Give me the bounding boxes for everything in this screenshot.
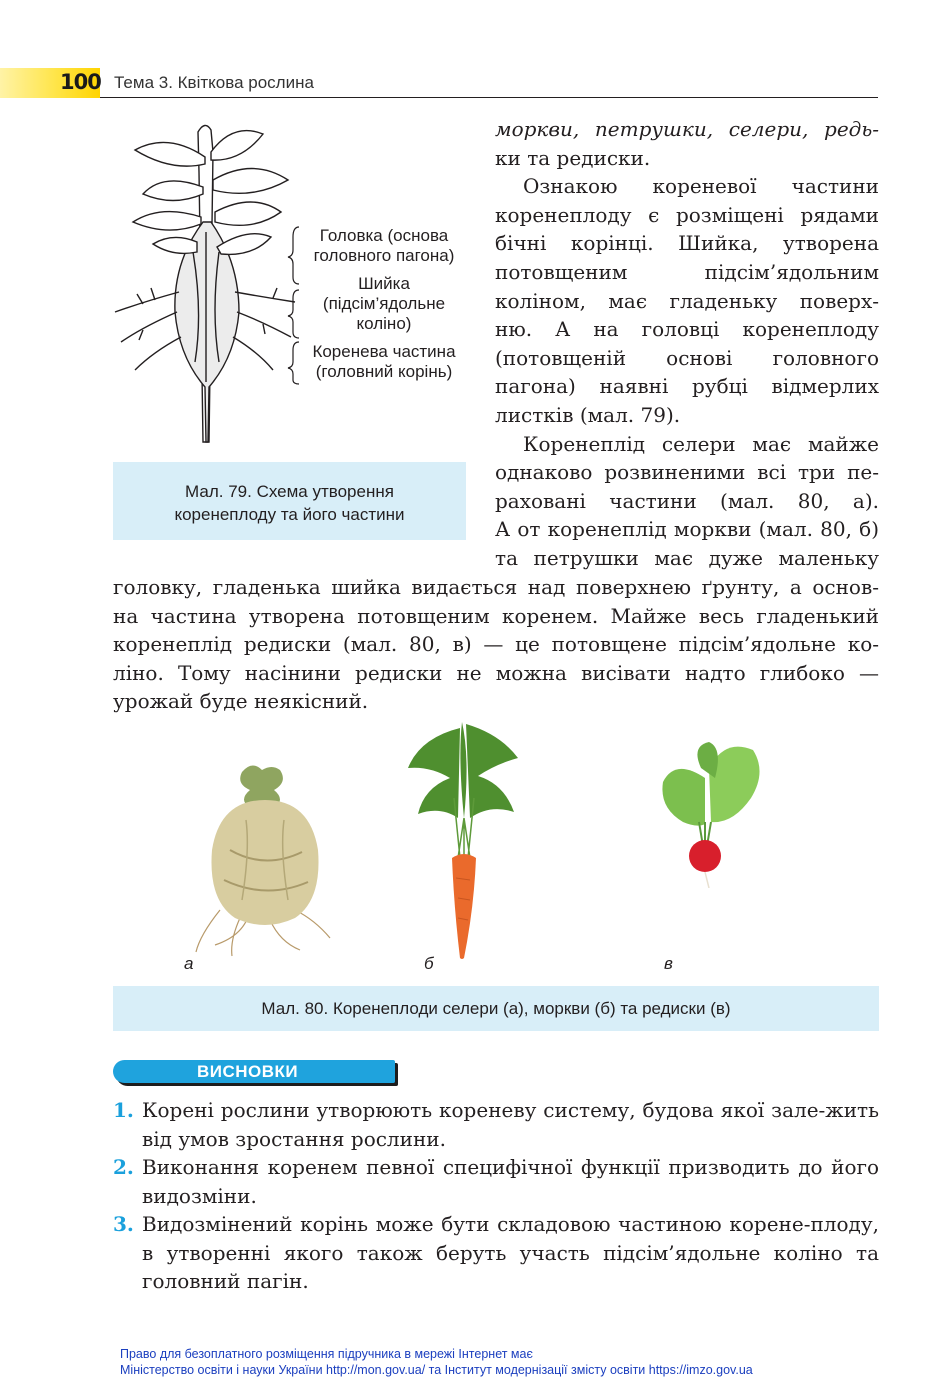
right-column-text: [495, 115, 879, 573]
rc-line-16: та петрушки має дуже маленьку: [495, 545, 879, 570]
full-width-text: [113, 573, 879, 716]
rc-line-13: однаково розвиненими всі три пе-: [495, 460, 879, 485]
fw-line-4: ліно. Тому насінини редиски не можна висівати надто глибоко —: [113, 660, 879, 685]
rc-line-1: моркви, петрушки, селери, редь-: [495, 117, 879, 141]
conclusion-text-1: Корені рослини утворюють кореневу систему, будова якої зале-жить від умов зростання рослини.: [142, 1098, 879, 1151]
conclusion-text-3: Видозмінений корінь може бути складовою частиною корене-плоду, в утворенні якого також беруть участь підсім’ядольне коліно та головний пагін.: [142, 1212, 879, 1294]
fw-line-2: на частина утворена потовщеним коренем. Майже весь гладенький: [113, 603, 879, 628]
rc-line-3: Ознакою кореневої частини: [523, 174, 879, 199]
footer-line-1: Право для безоплатного розміщення підручника в мережі Інтернет має: [120, 1347, 533, 1361]
label-root: Коренева частина (головний корінь): [312, 342, 456, 381]
conclusion-item-2: [113, 1153, 879, 1210]
figure-79-caption: [113, 462, 466, 540]
conclusion-number-1: 1.: [113, 1098, 134, 1122]
rc-line-4: коренеплоду є розміщені рядами: [495, 202, 879, 227]
rc-line-5: бічні корінці. Шийка, утворена: [495, 231, 879, 256]
sub-label-b: б: [424, 954, 434, 973]
conclusion-text-2: Виконання коренем певної специфічної функції призводить до його видозміни.: [142, 1155, 879, 1208]
sub-label-c: в: [664, 954, 673, 973]
label-neck: Шийка (підсім’ядольне коліно): [322, 274, 446, 333]
conclusion-item-3: [113, 1210, 879, 1296]
footer-notice: [120, 1346, 753, 1378]
fw-line-3: коренеплід редиски (мал. 80, в) — це потовщене підсім’ядольне ко-: [113, 632, 879, 657]
conclusions-badge: [113, 1060, 395, 1083]
fw-line-5: урожай буде неякісний.: [113, 689, 369, 714]
fw-line-1: головку, гладенька шийка видається над поверхнею ґрунту, а основ-: [113, 575, 879, 599]
celeriac-photo: [190, 760, 340, 960]
rc-line-12: Коренеплід селери має майже: [523, 431, 879, 456]
figure-80-caption: [113, 986, 879, 1031]
rc-line-15: А от коренеплід моркви (мал. 80, б): [495, 517, 879, 542]
rc-line-14: раховані частини (мал. 80, а).: [495, 488, 879, 513]
conclusion-number-2: 2.: [113, 1155, 134, 1179]
rc-line-2: ки та редиски.: [495, 145, 651, 170]
rc-line-6: потовщеним підсім’ядольним: [495, 259, 879, 284]
figure-79-caption-text: Мал. 79. Схема утворення коренеплоду та його частини: [174, 482, 405, 524]
rc-line-11: листків (мал. 79).: [495, 402, 681, 427]
carrot-photo: [400, 718, 530, 966]
sub-label-a: а: [184, 954, 194, 973]
rc-line-9: (потовщеній основі головного: [495, 345, 879, 370]
rc-line-8: ню. А на головці коренеплоду: [495, 317, 879, 342]
conclusion-item-1: [113, 1096, 879, 1153]
page-number: 100: [60, 70, 101, 94]
figure-80-caption-text: Мал. 80. Коренеплоди селери (а), моркви (б) та редиски (в): [261, 999, 731, 1018]
conclusions-title: ВИСНОВКИ: [197, 1062, 299, 1081]
conclusion-number-3: 3.: [113, 1212, 134, 1236]
rc-line-10: пагона) наявні рубці відмерлих: [495, 374, 879, 399]
rc-line-7: коліном, має гладеньку поверх-: [495, 288, 879, 313]
header-rule: [100, 97, 878, 98]
label-head: Головка (основа головного пагона): [313, 226, 455, 265]
radish-photo: [655, 738, 767, 888]
footer-line-2: Міністерство освіти і науки України http://mon.gov.ua/ та Інститут модернізації змісту освіти https://imzo.gov.ua: [120, 1363, 753, 1377]
page-header-title: Тема 3. Квіткова рослина: [114, 73, 314, 92]
